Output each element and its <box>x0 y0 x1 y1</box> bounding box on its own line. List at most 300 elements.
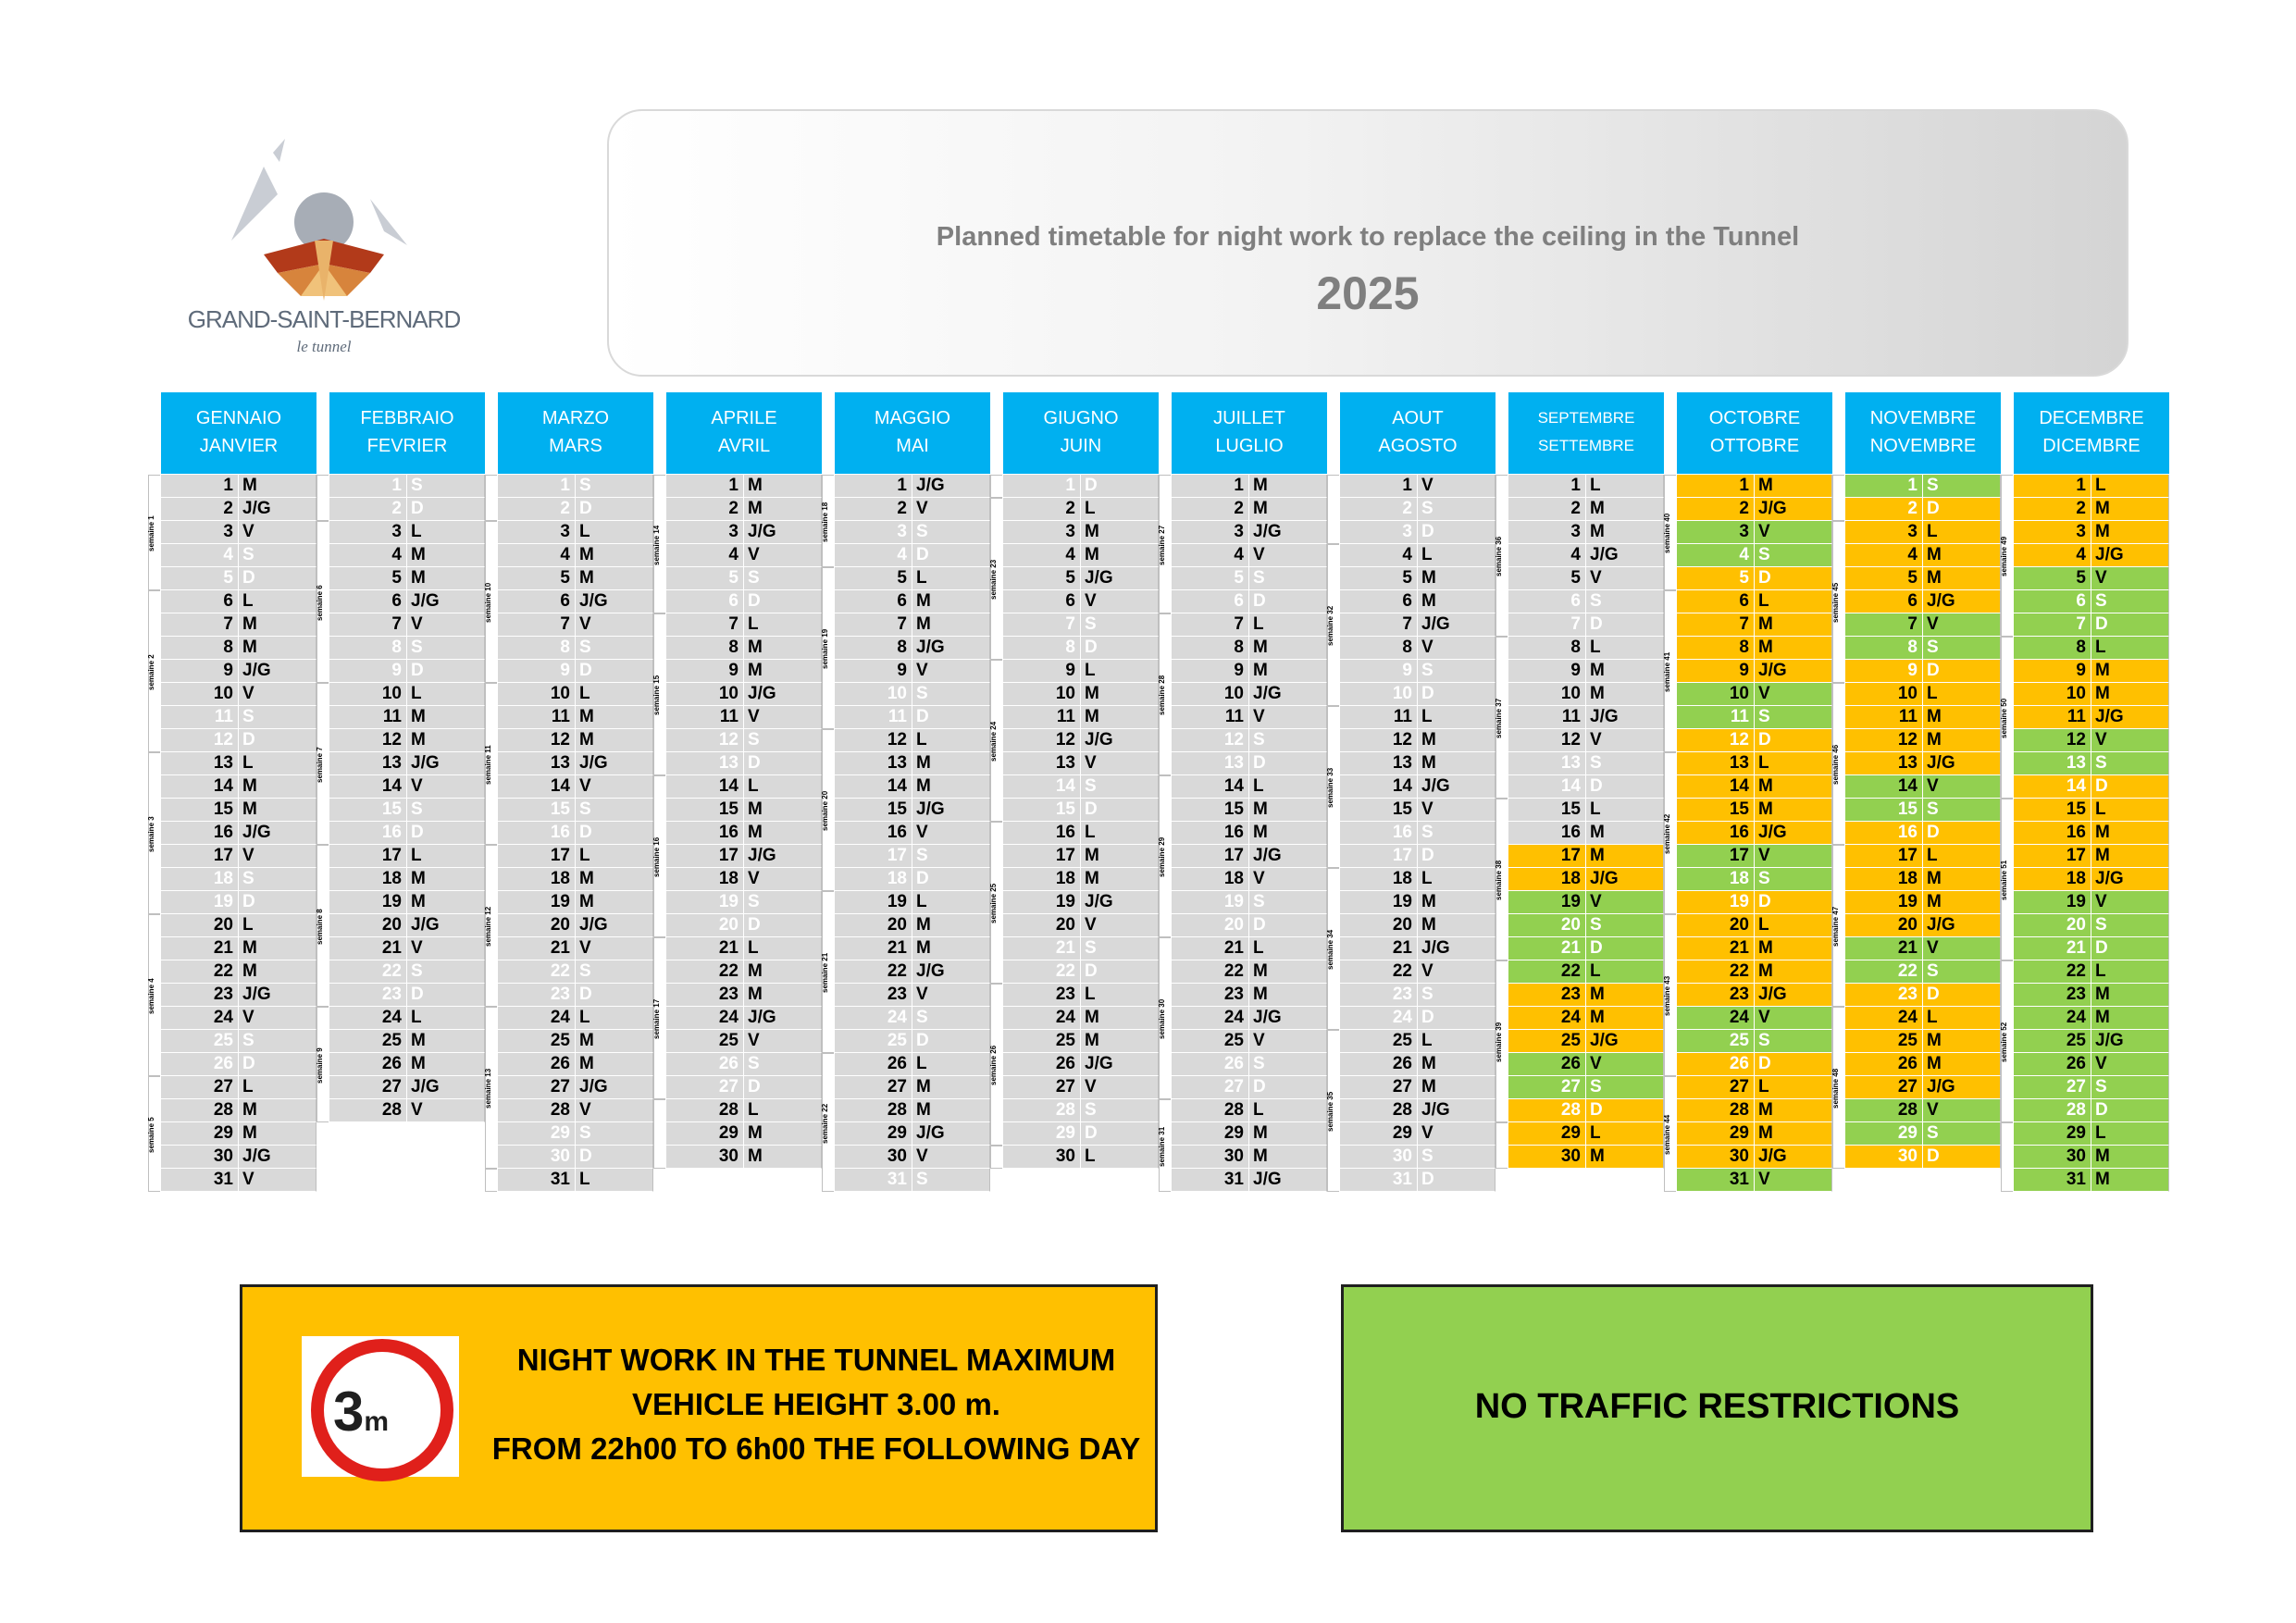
day-number: 5 <box>498 567 576 589</box>
weekday-abbrev: S <box>579 476 591 495</box>
day-row <box>1003 683 1159 706</box>
day-number: 12 <box>2014 729 2091 751</box>
day-number: 12 <box>835 729 912 751</box>
weekday-abbrev: S <box>1590 1077 1602 1096</box>
day-number: 7 <box>1508 613 1586 636</box>
day-row <box>1508 775 1664 799</box>
day-number: 15 <box>666 799 744 821</box>
week-cell <box>990 475 1002 498</box>
weekday-abbrev: V <box>579 1100 591 1120</box>
day-row <box>329 637 485 660</box>
day-row <box>2014 1053 2169 1076</box>
month-name-1: FEBBRAIO <box>360 408 454 428</box>
weekday-abbrev: L <box>2095 799 2106 819</box>
day-number: 8 <box>1340 637 1418 659</box>
day-number: 28 <box>666 1099 744 1121</box>
day-number: 21 <box>498 937 576 960</box>
day-number: 31 <box>2014 1169 2091 1191</box>
week-label: semaine 47 <box>1831 906 1840 948</box>
weekday-abbrev: S <box>1421 985 1433 1004</box>
day-number: 25 <box>1845 1030 1923 1052</box>
weekday-abbrev: V <box>411 938 423 958</box>
week-label: semaine 32 <box>1326 605 1334 647</box>
day-row <box>1845 1030 2001 1053</box>
weekday-abbrev: M <box>748 1146 763 1166</box>
weekday-abbrev: S <box>1927 476 1939 495</box>
weekday-abbrev: L <box>411 1008 422 1027</box>
day-row <box>1677 1169 1832 1192</box>
day-number: 27 <box>1340 1076 1418 1098</box>
day-row <box>1677 799 1832 822</box>
day-number: 12 <box>329 729 407 751</box>
legend-night-work <box>240 1284 1158 1532</box>
weekday-abbrev: M <box>2095 1008 2110 1027</box>
week-label: semaine 42 <box>1663 813 1671 855</box>
weekday-abbrev: J/G <box>1253 846 1282 865</box>
day-row <box>1003 845 1159 868</box>
day-row <box>498 1030 653 1053</box>
weekday-abbrev: M <box>1085 545 1099 564</box>
weekday-abbrev: M <box>1253 638 1268 657</box>
day-number: 25 <box>498 1030 576 1052</box>
month-header <box>1677 392 1832 474</box>
weekday-abbrev: L <box>579 846 590 865</box>
day-number: 6 <box>1508 590 1586 613</box>
day-row <box>666 937 822 960</box>
day-number: 18 <box>1508 868 1586 890</box>
day-row <box>1508 960 1664 984</box>
weekday-abbrev: J/G <box>242 1146 271 1166</box>
day-row <box>1172 1076 1327 1099</box>
day-number: 17 <box>1340 845 1418 867</box>
day-number: 27 <box>2014 1076 2091 1098</box>
weekday-abbrev: L <box>1085 823 1096 842</box>
day-number: 19 <box>1172 891 1249 913</box>
week-cell <box>1327 544 1339 706</box>
day-row <box>1340 475 1496 498</box>
weekday-abbrev: L <box>1927 522 1938 541</box>
day-number: 1 <box>1340 475 1418 497</box>
week-cell <box>822 567 834 729</box>
weekday-abbrev: J/G <box>1758 661 1787 680</box>
day-row <box>2014 984 2169 1007</box>
day-number: 15 <box>498 799 576 821</box>
day-row <box>1172 660 1327 683</box>
week-cell <box>148 914 160 1076</box>
day-number: 13 <box>1003 752 1081 774</box>
day-number: 27 <box>1508 1076 1586 1098</box>
day-number: 21 <box>666 937 744 960</box>
day-row <box>1003 544 1159 567</box>
weekday-abbrev: V <box>916 661 928 680</box>
day-number: 1 <box>1845 475 1923 497</box>
day-row <box>161 914 316 937</box>
day-row <box>2014 637 2169 660</box>
day-number: 13 <box>1677 752 1755 774</box>
day-row <box>666 891 822 914</box>
day-number: 29 <box>1003 1122 1081 1145</box>
weekday-abbrev: S <box>2095 915 2107 935</box>
day-row <box>835 752 990 775</box>
month-header <box>835 392 990 474</box>
month-name-2: JUIN <box>1060 436 1102 456</box>
week-label: semaine 28 <box>1158 675 1166 716</box>
day-row <box>1340 590 1496 613</box>
day-row <box>1172 637 1327 660</box>
day-row <box>161 1169 316 1192</box>
day-row <box>666 1007 822 1030</box>
day-number: 19 <box>1508 891 1586 913</box>
weekday-abbrev: D <box>1927 985 1940 1004</box>
day-row <box>329 984 485 1007</box>
week-label: semaine 8 <box>316 909 324 945</box>
weekday-abbrev: D <box>916 707 929 726</box>
day-number: 25 <box>1340 1030 1418 1052</box>
day-row <box>666 1053 822 1076</box>
day-row <box>498 544 653 567</box>
day-number: 24 <box>1508 1007 1586 1029</box>
day-row <box>835 567 990 590</box>
month-name-2: AVRIL <box>717 436 771 456</box>
day-number: 24 <box>666 1007 744 1029</box>
month-column <box>1159 392 1327 1203</box>
day-number: 21 <box>1172 937 1249 960</box>
weekday-abbrev: V <box>1421 476 1433 495</box>
day-row <box>498 845 653 868</box>
weekday-abbrev: S <box>748 730 760 750</box>
weekday-abbrev: D <box>411 823 424 842</box>
weekday-abbrev: D <box>1421 522 1434 541</box>
week-label: semaine 37 <box>1495 698 1503 739</box>
week-label: semaine 33 <box>1326 767 1334 809</box>
day-row <box>498 475 653 498</box>
weekday-abbrev: D <box>1758 892 1771 911</box>
weekday-abbrev: D <box>579 985 592 1004</box>
day-number: 25 <box>329 1030 407 1052</box>
weekday-abbrev: M <box>2095 522 2110 541</box>
day-number: 11 <box>1508 706 1586 728</box>
day-row <box>329 1076 485 1099</box>
day-row <box>161 613 316 637</box>
day-row <box>1677 683 1832 706</box>
day-row <box>498 613 653 637</box>
day-row <box>1003 1099 1159 1122</box>
day-number: 21 <box>1340 937 1418 960</box>
day-row <box>1340 868 1496 891</box>
weekday-abbrev: D <box>2095 614 2108 634</box>
day-row <box>1677 937 1832 960</box>
day-row <box>161 590 316 613</box>
day-row <box>1340 984 1496 1007</box>
weekday-abbrev: L <box>1590 1123 1601 1143</box>
weekday-abbrev: D <box>1927 823 1940 842</box>
week-label: semaine 46 <box>1831 744 1840 786</box>
week-cell <box>822 1053 834 1192</box>
day-row <box>1172 845 1327 868</box>
day-row <box>1340 637 1496 660</box>
day-number: 6 <box>161 590 239 613</box>
day-row <box>1340 799 1496 822</box>
weekday-abbrev: M <box>242 1100 257 1120</box>
week-label: semaine 15 <box>652 675 661 716</box>
day-row <box>161 544 316 567</box>
weekday-abbrev: D <box>242 892 255 911</box>
weekday-abbrev: L <box>411 846 422 865</box>
day-number: 19 <box>498 891 576 913</box>
weekday-abbrev: V <box>579 938 591 958</box>
day-row <box>2014 1076 2169 1099</box>
day-row <box>1340 567 1496 590</box>
weekday-abbrev: L <box>1421 707 1433 726</box>
day-number: 5 <box>2014 567 2091 589</box>
day-row <box>1172 706 1327 729</box>
day-row <box>666 845 822 868</box>
day-row <box>666 799 822 822</box>
week-cell <box>1159 475 1171 613</box>
day-row <box>161 984 316 1007</box>
day-number: 22 <box>329 960 407 983</box>
weekday-abbrev: J/G <box>1927 915 1955 935</box>
day-row <box>1508 637 1664 660</box>
day-number: 13 <box>1508 752 1586 774</box>
day-number: 20 <box>666 914 744 936</box>
weekday-abbrev: S <box>1085 1100 1097 1120</box>
weekday-abbrev: V <box>242 522 254 541</box>
weekday-abbrev: D <box>2095 776 2108 796</box>
day-number: 28 <box>1003 1099 1081 1121</box>
weekday-abbrev: D <box>1590 1100 1603 1120</box>
weekday-abbrev: M <box>411 1054 426 1073</box>
day-row <box>498 1007 653 1030</box>
weekday-abbrev: S <box>1758 1031 1770 1050</box>
weekday-abbrev: M <box>1421 1054 1436 1073</box>
day-row <box>1845 1007 2001 1030</box>
day-row <box>1845 891 2001 914</box>
day-row <box>835 822 990 845</box>
day-row <box>1508 729 1664 752</box>
day-row <box>329 914 485 937</box>
week-label: semaine 40 <box>1663 513 1671 554</box>
month-name-2: AGOSTO <box>1378 436 1458 456</box>
day-row <box>1003 1146 1159 1169</box>
day-row <box>1845 544 2001 567</box>
day-row <box>835 868 990 891</box>
day-number: 31 <box>1340 1169 1418 1191</box>
day-number: 2 <box>161 498 239 520</box>
weekday-abbrev: V <box>1085 915 1097 935</box>
day-number: 25 <box>1003 1030 1081 1052</box>
day-number: 21 <box>1677 937 1755 960</box>
day-number: 31 <box>498 1169 576 1191</box>
day-row <box>161 891 316 914</box>
day-row <box>1508 590 1664 613</box>
day-row <box>1172 1099 1327 1122</box>
week-cell <box>1327 475 1339 544</box>
day-row <box>329 706 485 729</box>
day-row <box>1677 891 1832 914</box>
day-number: 11 <box>1172 706 1249 728</box>
day-row <box>666 1146 822 1169</box>
day-row <box>2014 1099 2169 1122</box>
day-number: 20 <box>161 914 239 936</box>
day-number: 10 <box>666 683 744 705</box>
week-cell <box>316 1007 329 1122</box>
day-row <box>1845 613 2001 637</box>
weekday-abbrev: M <box>411 730 426 750</box>
day-number: 21 <box>1845 937 1923 960</box>
week-cell <box>1496 1122 1508 1169</box>
weekday-abbrev: S <box>916 1008 928 1027</box>
day-number: 28 <box>2014 1099 2091 1121</box>
day-number: 11 <box>329 706 407 728</box>
day-row <box>161 1122 316 1146</box>
day-number: 17 <box>161 845 239 867</box>
day-row <box>2014 498 2169 521</box>
weekday-abbrev: J/G <box>1590 869 1619 888</box>
week-label: semaine 26 <box>989 1045 998 1086</box>
weekday-abbrev: S <box>579 961 591 981</box>
weekday-abbrev: L <box>579 684 590 703</box>
weekday-abbrev: S <box>579 638 591 657</box>
weekday-abbrev: M <box>916 938 931 958</box>
weekday-abbrev: J/G <box>748 846 776 865</box>
weekday-abbrev: M <box>1927 1031 1942 1050</box>
month-name-2: MAI <box>896 436 929 456</box>
weekday-abbrev: D <box>2095 938 2108 958</box>
month-name-1: AOUT <box>1392 408 1444 428</box>
weekday-abbrev: D <box>1590 614 1603 634</box>
day-number: 6 <box>498 590 576 613</box>
day-row <box>666 775 822 799</box>
day-number: 24 <box>1677 1007 1755 1029</box>
week-label: semaine 5 <box>147 1117 155 1153</box>
day-number: 2 <box>498 498 576 520</box>
day-number: 28 <box>498 1099 576 1121</box>
day-number: 3 <box>1508 521 1586 543</box>
day-row <box>1340 1076 1496 1099</box>
weekday-abbrev: V <box>1421 1123 1433 1143</box>
week-cell <box>1159 1099 1171 1192</box>
day-number: 22 <box>2014 960 2091 983</box>
weekday-abbrev: L <box>1758 753 1769 773</box>
week-cell <box>1496 637 1508 799</box>
day-row <box>1340 521 1496 544</box>
calendar <box>148 392 2175 1203</box>
weekday-abbrev: M <box>1085 869 1099 888</box>
weekday-abbrev: J/G <box>1253 522 1282 541</box>
week-label: semaine 24 <box>989 721 998 762</box>
weekday-abbrev: M <box>411 545 426 564</box>
weekday-abbrev: L <box>242 915 254 935</box>
day-number: 13 <box>1340 752 1418 774</box>
day-number: 16 <box>666 822 744 844</box>
day-row <box>329 683 485 706</box>
day-number: 13 <box>835 752 912 774</box>
day-number: 29 <box>161 1122 239 1145</box>
day-number: 29 <box>835 1122 912 1145</box>
weekday-abbrev: J/G <box>748 522 776 541</box>
day-row <box>666 567 822 590</box>
weekday-abbrev: M <box>1590 846 1605 865</box>
weekday-abbrev: J/G <box>1085 1054 1113 1073</box>
day-number: 15 <box>329 799 407 821</box>
weekday-abbrev: L <box>242 591 254 611</box>
month-header <box>1340 392 1496 474</box>
day-number: 14 <box>835 775 912 798</box>
day-row <box>1172 729 1327 752</box>
weekday-abbrev: M <box>1421 591 1436 611</box>
day-number: 25 <box>835 1030 912 1052</box>
month-column <box>148 392 316 1203</box>
weekday-abbrev: D <box>748 915 761 935</box>
weekday-abbrev: V <box>411 776 423 796</box>
day-row <box>666 729 822 752</box>
weekday-abbrev: L <box>1590 476 1601 495</box>
day-row <box>498 960 653 984</box>
day-row <box>1508 868 1664 891</box>
day-number: 27 <box>835 1076 912 1098</box>
weekday-abbrev: S <box>411 799 423 819</box>
day-row <box>1003 1076 1159 1099</box>
week-label: semaine 29 <box>1158 836 1166 878</box>
day-row <box>2014 891 2169 914</box>
day-row <box>1845 637 2001 660</box>
weekday-abbrev: M <box>748 823 763 842</box>
weekday-abbrev: M <box>579 1054 594 1073</box>
weekday-abbrev: V <box>2095 568 2107 588</box>
day-number: 3 <box>1172 521 1249 543</box>
weekday-abbrev: M <box>1758 938 1773 958</box>
month-name-1: JUILLET <box>1213 408 1285 428</box>
day-row <box>161 1146 316 1169</box>
weekday-abbrev: M <box>1253 823 1268 842</box>
day-row <box>161 521 316 544</box>
week-cell <box>316 475 329 521</box>
day-number: 17 <box>1172 845 1249 867</box>
day-row <box>1677 521 1832 544</box>
day-number: 9 <box>2014 660 2091 682</box>
week-cell <box>1832 683 1844 845</box>
day-number: 27 <box>1845 1076 1923 1098</box>
weekday-abbrev: V <box>411 1100 423 1120</box>
day-number: 5 <box>1003 567 1081 589</box>
weekday-abbrev: V <box>1758 1170 1770 1189</box>
weekday-abbrev: M <box>2095 823 2110 842</box>
day-number: 8 <box>666 637 744 659</box>
day-number: 20 <box>1003 914 1081 936</box>
weekday-abbrev: M <box>1758 961 1773 981</box>
month-header <box>666 392 822 474</box>
week-label: semaine 23 <box>989 559 998 601</box>
day-number: 26 <box>1508 1053 1586 1075</box>
weekday-abbrev: M <box>2095 846 2110 865</box>
weekday-abbrev: L <box>748 1100 759 1120</box>
day-row <box>1340 683 1496 706</box>
week-label: semaine 48 <box>1831 1068 1840 1109</box>
day-row <box>161 1053 316 1076</box>
day-number: 28 <box>161 1099 239 1121</box>
day-row <box>1677 1146 1832 1169</box>
day-number: 27 <box>1003 1076 1081 1098</box>
weekday-abbrev: M <box>1253 476 1268 495</box>
day-number: 1 <box>1003 475 1081 497</box>
day-row <box>161 475 316 498</box>
day-row <box>1845 984 2001 1007</box>
day-row <box>498 1169 653 1192</box>
day-row <box>666 706 822 729</box>
day-number: 23 <box>161 984 239 1006</box>
day-number: 19 <box>835 891 912 913</box>
